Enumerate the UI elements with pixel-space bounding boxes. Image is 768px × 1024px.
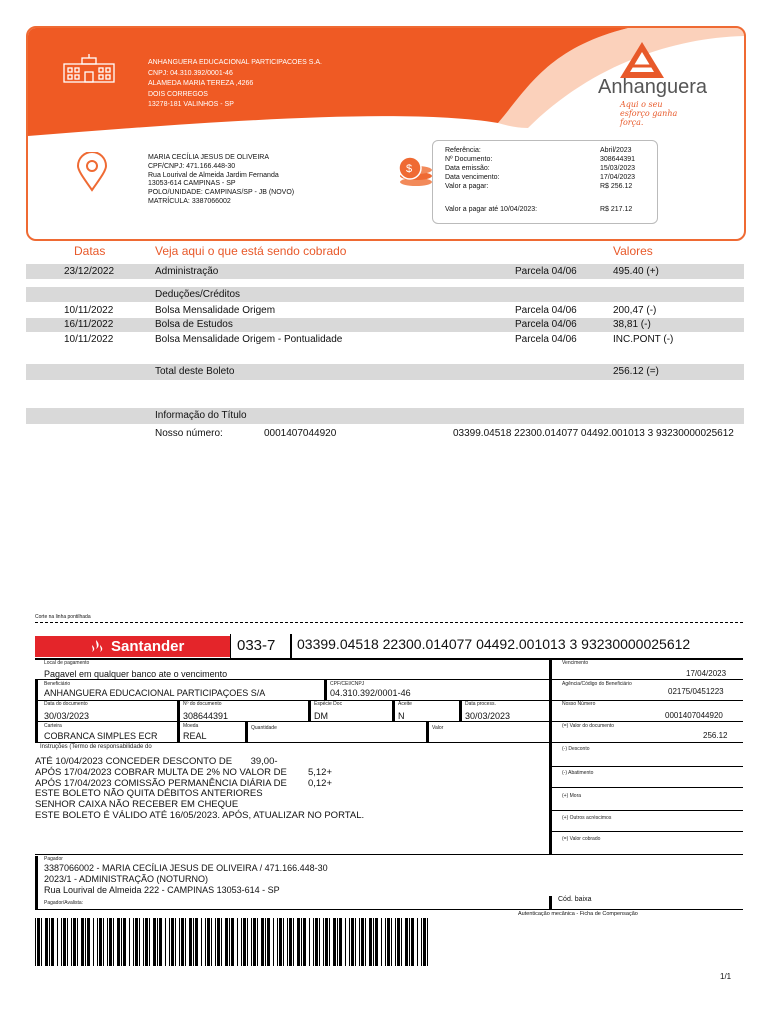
carteira-value: COBRANCA SIMPLES ECR (44, 731, 158, 741)
aceite-value: N (398, 711, 405, 721)
issuer-street: ALAMEDA MARIA TEREZA ,4266 (148, 80, 254, 87)
summary-value: Abril/2023 (600, 147, 632, 154)
student-cpf: CPF/CNPJ: 471.166.448-30 (148, 162, 236, 170)
deduction-parcel: Parcela 04/06 (515, 305, 577, 316)
numero-documento-value: 308644391 (183, 711, 229, 721)
deduction-row (26, 304, 744, 319)
student-matricula: MATRÍCULA: 3387066002 (148, 197, 231, 205)
divider (35, 909, 743, 910)
instruction-line: APÓS 17/04/2023 COMISSÃO PERMANÊNCIA DIÁRIA DE 0,12+ (35, 777, 332, 789)
summary-label: Valor a pagar: (445, 182, 489, 190)
deduction-row (26, 318, 744, 332)
field-label: Valor (432, 725, 444, 731)
bank-name: Santander (111, 638, 185, 655)
issuer-district: DOIS CORREGOS (148, 90, 208, 98)
divider (459, 701, 462, 721)
summary-label: Referência: (445, 147, 481, 154)
title-info-row (26, 408, 744, 424)
field-label: CPF/CEI/CNPJ (330, 681, 365, 687)
deduction-date: 10/11/2022 (64, 334, 114, 345)
charge-desc: Administração (155, 266, 219, 277)
side-label: (+) Outros acréscimos (562, 815, 612, 821)
brand-tagline: Aqui o seu esforço ganha força. (620, 100, 678, 127)
cod-baixa-label: Cód. baixa (558, 896, 592, 903)
valor-documento-value: 256.12 (703, 731, 728, 740)
divider (245, 722, 248, 742)
nosso-numero-value: 0001407044920 (264, 428, 337, 439)
pagador-line: Rua Lourival de Almeida 222 - CAMPINAS 13053-614 - SP (44, 885, 280, 895)
deduction-value: 38,81 (-) (613, 319, 651, 330)
summary-discount-value: R$ 217.12 (600, 206, 633, 213)
santander-flame-icon (87, 639, 105, 655)
field-label: Carteira (44, 723, 62, 729)
deduction-date: 10/11/2022 (64, 305, 114, 316)
location-pin-icon (76, 152, 108, 192)
divider (549, 831, 743, 832)
summary-value: R$ 256.12 (600, 182, 633, 190)
side-label: (+) Mora (562, 793, 582, 799)
summary-discount-label: Valor a pagar até 10/04/2023: (445, 206, 538, 213)
deductions-header-row (26, 287, 744, 302)
field-label: Moeda (183, 723, 199, 729)
bank-code: 033-7 (237, 637, 276, 654)
field-label: Quantidade (251, 725, 277, 731)
page-number: 1/1 (720, 972, 732, 981)
divider (35, 856, 38, 910)
field-label: Beneficiário (44, 681, 71, 687)
side-label: (-) Desconto (562, 746, 590, 752)
deduction-desc: Bolsa de Estudos (155, 319, 233, 330)
instruction-line: ESTE BOLETO NÃO QUITA DÉBITOS ANTERIORES (35, 788, 263, 800)
divider (290, 634, 292, 658)
field-label: Data do documento (44, 701, 88, 707)
vencimento-value: 17/04/2023 (686, 669, 727, 678)
instruction-line: ESTE BOLETO É VÁLIDO ATÉ 16/05/2023. APÓS, ATUALIZAR NO PORTAL. (35, 809, 365, 821)
charge-row (26, 264, 744, 279)
side-label: (-) Abatimento (562, 770, 594, 776)
santander-logo (35, 636, 230, 657)
student-name: MARIA CECÍLIA JESUS DE OLIVEIRA (148, 154, 269, 161)
autenticacao-label: Autenticação mecânica - Ficha de Compensação (518, 911, 638, 917)
total-label: Total deste Boleto (155, 366, 235, 377)
divider (549, 896, 552, 910)
nosso-numero-label: Nosso número: (155, 428, 223, 439)
deduction-row (26, 332, 744, 347)
divider (35, 658, 743, 660)
divider (549, 660, 552, 854)
nosso-numero-slip-value: 0001407044920 (665, 711, 723, 720)
issuer-cnpj: CNPJ: 04.310.392/0001-46 (148, 69, 233, 77)
field-label: Pagador (44, 856, 63, 862)
divider (549, 766, 743, 767)
digitable-line-top: 03399.04518 22300.014077 04492.001013 3 93230000025612 (453, 428, 734, 439)
divider (35, 721, 743, 722)
col-values-header: Valores (613, 244, 653, 258)
divider (324, 680, 327, 700)
summary-values (600, 147, 635, 192)
digitable-line: 03399.04518 22300.014077 04492.001013 3 93230000025612 (297, 636, 691, 652)
pagador-line: 2023/1 - ADMINISTRAÇÃO (NOTURNO) (44, 874, 209, 884)
brand-name: Anhanguera (598, 76, 707, 98)
field-label: Data process. (465, 701, 496, 707)
summary-value: 17/04/2023 (600, 173, 636, 181)
field-label: Vencimento (562, 660, 589, 666)
field-label: Instruções (Termo de responsabilidade do (40, 744, 152, 750)
divider (230, 634, 231, 658)
beneficiario-value: ANHANGUERA EDUCACIONAL PARTICIPAÇOES S/A (44, 688, 266, 698)
deduction-desc: Bolsa Mensalidade Origem (155, 305, 276, 316)
issuer-name: ANHANGUERA EDUCACIONAL PARTICIPACOES S.A. (148, 59, 323, 66)
divider (308, 701, 311, 721)
moeda-value: REAL (183, 731, 207, 741)
deduction-value: INC.PONT (-) (613, 334, 674, 345)
divider (35, 679, 743, 680)
side-label: (=) Valor cobrado (562, 836, 601, 842)
title-info-heading: Informação do Título (155, 410, 247, 421)
summary-value: 15/03/2023 (600, 164, 636, 172)
deduction-date: 16/11/2022 (64, 319, 114, 330)
pagador-line: 3387066002 - MARIA CECÍLIA JESUS DE OLIVEIRA / 471.166.448-30 (44, 863, 328, 873)
divider (35, 700, 743, 701)
field-label: (=) Valor do documento (562, 723, 615, 729)
student-block (148, 154, 294, 207)
cut-label: Corte na linha pontilhada (35, 614, 91, 620)
charge-date: 23/12/2022 (64, 266, 115, 277)
field-label: Nº do documento (183, 701, 222, 707)
issuer-city: 13278-181 VALINHOS - SP (148, 101, 234, 108)
deduction-parcel: Parcela 04/06 (515, 334, 577, 345)
divider (35, 854, 743, 855)
data-processamento-value: 30/03/2023 (465, 711, 511, 721)
summary-label: Nº Documento: (445, 155, 493, 163)
local-pagamento: Pagavel em qualquer banco ate o vencimento (44, 669, 228, 679)
deduction-value: 200,47 (-) (613, 305, 657, 316)
instructions-block (35, 757, 364, 822)
divider (549, 810, 743, 811)
charge-value: 495.40 (+) (613, 266, 659, 277)
total-value: 256.12 (=) (613, 366, 659, 377)
avalista-label: Pagador/Avalista: (44, 900, 84, 906)
instruction-line: ATÉ 10/04/2023 CONCEDER DESCONTO DE 39,00- (35, 756, 278, 767)
divider (426, 722, 429, 742)
total-row (26, 364, 744, 380)
student-unit: POLO/UNIDADE: CAMPINAS/SP - JB (NOVO) (148, 189, 295, 197)
col-desc-header: Veja aqui o que está sendo cobrado (155, 244, 347, 258)
deduction-desc: Bolsa Mensalidade Origem - Pontualidade (155, 334, 343, 345)
instruction-line: SENHOR CAIXA NÃO RECEBER EM CHEQUE (35, 799, 239, 811)
especie-value: DM (314, 711, 328, 721)
col-dates-header: Datas (74, 244, 106, 258)
svg-text:$: $ (406, 163, 413, 175)
instruction-line: APÓS 17/04/2023 COBRAR MULTA DE 2% NO VALOR DE 5,12+ (35, 766, 332, 778)
field-label: Agência/Código do Beneficiário (562, 681, 632, 687)
cpf-value: 04.310.392/0001-46 (330, 688, 411, 698)
summary-value: 308644391 (600, 155, 636, 163)
divider (549, 787, 743, 788)
summary-label: Data vencimento: (445, 173, 500, 181)
cut-line (35, 622, 743, 623)
anhanguera-logo-icon (620, 42, 664, 78)
agencia-value: 02175/0451223 (668, 687, 724, 696)
charge-parcel: Parcela 04/06 (515, 266, 577, 277)
summary-labels (445, 147, 499, 192)
divider (35, 680, 38, 742)
deductions-title: Deduções/Créditos (155, 289, 241, 300)
student-city: 13053-614 CAMPINAS - SP (148, 180, 236, 188)
building-icon (62, 54, 116, 84)
field-label: Local de pagamento (44, 660, 90, 666)
student-street: Rua Lourival de Almeida Jardim Fernanda (148, 171, 279, 179)
issuer-block (148, 58, 322, 111)
barcode (35, 918, 435, 966)
field-label: Aceite (398, 701, 412, 707)
field-label: Nosso Número (562, 701, 596, 707)
divider (392, 701, 395, 721)
divider (35, 742, 743, 743)
divider (177, 701, 180, 742)
pagador-block (44, 863, 328, 896)
deduction-parcel: Parcela 04/06 (515, 319, 577, 330)
field-label: Espécie Doc (314, 701, 343, 707)
summary-label: Data emissão: (445, 164, 490, 172)
data-documento-value: 30/03/2023 (44, 711, 90, 721)
